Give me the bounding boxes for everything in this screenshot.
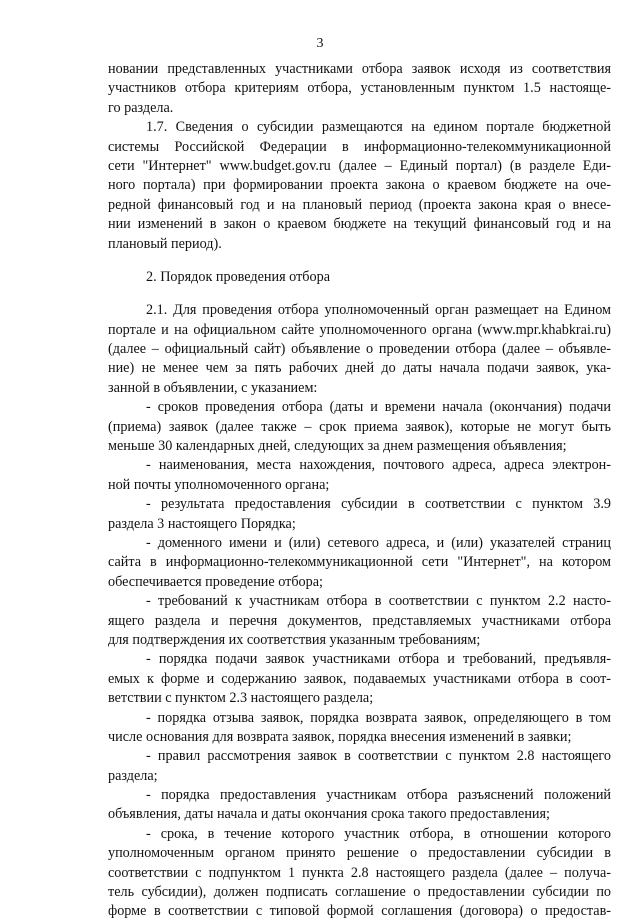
text-line: (приема) заявок (далее также – срок приема заявок), которые не могут быть [108,418,611,435]
text-line: уполномоченным органом принято решение о предоставлении субсидии в [108,845,611,862]
text-line: форме в соответствии с типовой формой соглашения (договора) о предостав- [108,903,611,920]
text-line: сайта в информационно-телекоммуникационной сети "Интернет", на котором [108,554,611,571]
text-line: раздела; [108,767,158,784]
text-line: занной в объявлении, с указанием: [108,379,318,396]
paragraph [108,786,611,825]
text-line: нии изменений в закон о краевом бюджете на текущий финансовый год и на [108,216,611,233]
text-line: - срока, в течение которого участник отбора, в отношении которого [146,825,611,842]
text-line: ного портала) при формировании проекта закона о краевом бюджете на оче- [108,177,611,194]
paragraph [108,301,611,398]
text-line: - порядка предоставления участникам отбора разъяснений положений [146,787,611,804]
text-line: - порядка отзыва заявок, порядка возврата заявок, определяющего в том [146,709,611,726]
text-line: - порядка подачи заявок участниками отбора и требований, предъявля- [146,651,611,668]
paragraph [108,650,611,708]
paragraph [108,118,611,254]
paragraph [108,592,611,650]
paragraph [108,456,611,495]
text-line: 1.7. Сведения о субсидии размещаются на едином портале бюджетной [146,119,611,136]
text-line: новании представленных участниками отбора заявок исходя из соответствия [108,61,611,77]
text-line: редной финансовый год и на плановый период (проекта закона края о внесе- [108,196,611,213]
paragraph-gap [108,287,611,301]
text-line: для подтверждения их соответствия указанным требованиям; [108,631,481,648]
text-line: - доменного имени и (или) сетевого адреса, и (или) указателей страниц [146,534,611,551]
text-line: сети "Интернет" www.budget.gov.ru (далее – Единый портал) (в разделе Еди- [108,157,611,174]
text-line: меньше 30 календарных дней, следующих за днем размещения объявления; [108,438,567,455]
page-number: 3 [316,36,324,51]
paragraph [108,825,611,922]
text-line: портале и на официальном сайте уполномоченного органа (www.mpr.khabkrai.ru) [108,321,611,338]
text-line: обеспечивается проведение отбора; [108,573,323,590]
text-line: - правил рассмотрения заявок в соответствии с пунктом 2.8 настоящего [146,748,611,765]
paragraph [108,709,611,748]
text-line: - наименования, места нахождения, почтового адреса, адреса электрон- [146,457,611,474]
text-line: участников отбора критериям отбора, установленным пунктом 1.5 настояще- [108,80,611,97]
text-line: плановый период). [108,235,222,252]
text-line: ящего раздела и перечня документов, представляемых участниками отбора [108,612,611,629]
paragraph [108,495,611,534]
text-line: тель субсидии), должен подписать соглашение о предоставлении субсидии по [108,884,611,901]
text-line: 2.1. Для проведения отбора уполномоченный орган размещает на Едином [146,302,611,319]
text-line: системы Российской Федерации в информационно-телекоммуникационной [108,138,611,155]
text-line: (далее – официальный сайт) объявление о проведении отбора (далее – объявле- [108,341,611,358]
text-line: - требований к участникам отбора в соответствии с пунктом 2.2 насто- [146,593,611,610]
document-body [108,60,611,922]
text-line: ной почты уполномоченного органа; [108,476,330,493]
text-line: ветствии с пунктом 2.3 настоящего раздела; [108,690,374,707]
text-line: ние) не менее чем за пять рабочих дней до даты начала подачи заявок, ука- [108,360,611,377]
text-line: раздела 3 настоящего Порядка; [108,515,296,532]
paragraph [108,398,611,456]
text-line: - сроков проведения отбора (даты и времени начала (окончания) подачи [146,399,611,416]
section-heading [108,268,611,287]
text-line: соответствии с подпунктом 1 пункта 2.8 настоящего раздела (далее – получа- [108,864,611,881]
paragraph [108,60,611,118]
paragraph-gap [108,254,611,268]
text-line: 2. Порядок проведения отбора [146,268,330,285]
paragraph [108,534,611,592]
text-line: емых к форме и содержанию заявок, подаваемых участниками отбора в соот- [108,670,611,687]
paragraph [108,747,611,786]
text-line: числе основания для возврата заявок, порядка внесения изменений в заявки; [108,728,572,745]
text-line: объявления, даты начала и даты окончания срока такого предоставления; [108,806,550,823]
text-line: го раздела. [108,99,174,116]
text-line: - результата предоставления субсидии в соответствии с пунктом 3.9 [146,496,611,513]
